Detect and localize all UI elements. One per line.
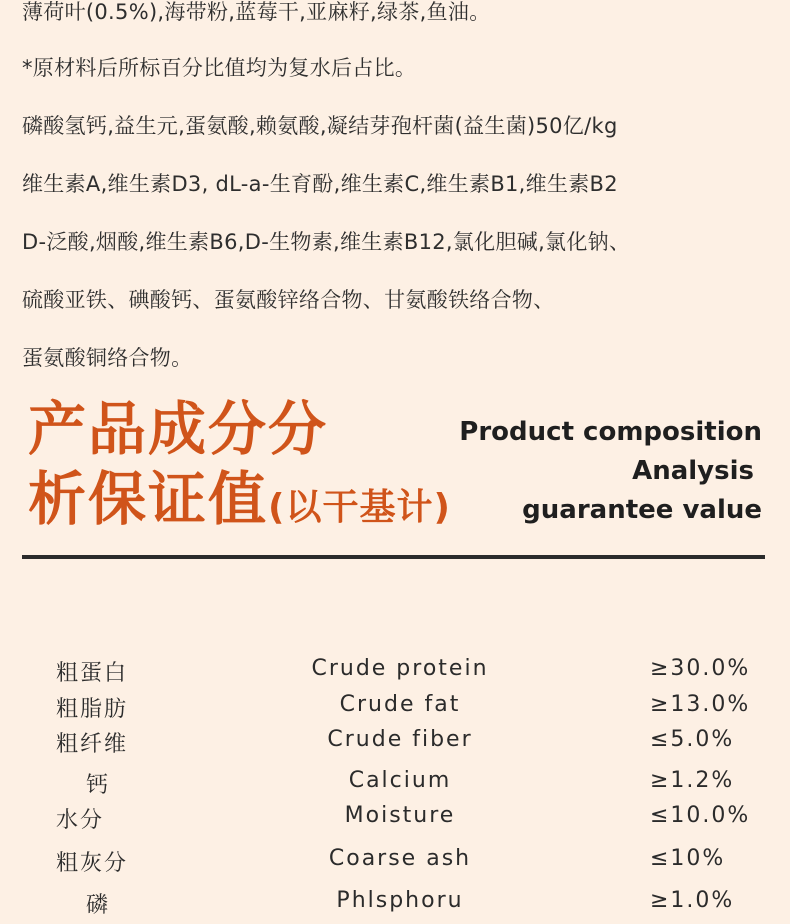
table-row (0, 768, 790, 804)
ingredient-line: 硫酸亚铁、碘酸钙、蛋氨酸锌络合物、甘氨酸铁络合物、 (22, 288, 555, 312)
section-title-en-line3: guarantee value (522, 495, 762, 525)
nutrient-name-en: Moisture (344, 803, 456, 828)
ingredient-note: *原材料后所标百分比值均为复水后占比。 (22, 56, 417, 80)
ingredient-line: 蛋氨酸铜络合物。 (22, 346, 193, 370)
table-row (0, 888, 790, 924)
section-title-cn-line1: 产品成分分 (28, 395, 329, 463)
nutrient-value: ≥1.0% (650, 888, 735, 913)
nutrient-value: ≤10.0% (650, 803, 751, 828)
table-row (0, 656, 790, 692)
section-title-cn-sub: (以干基计) (268, 487, 451, 528)
nutrient-value: ≥30.0% (650, 656, 751, 681)
nutrient-name-cn: 粗纤维 (56, 732, 129, 757)
nutrient-name-en: Phlsphoru (336, 888, 464, 913)
nutrient-name-cn: 磷 (86, 893, 111, 918)
nutrient-name-cn: 钙 (86, 773, 111, 798)
nutrient-name-en: Coarse ash (328, 846, 472, 871)
nutrient-name-cn: 水分 (56, 808, 105, 833)
section-title-cn-line2 (28, 466, 451, 541)
table-row (0, 803, 790, 839)
nutrient-value: ≥13.0% (650, 692, 751, 717)
table-row (0, 692, 790, 728)
section-title-cn-main: 析保证值 (28, 465, 269, 533)
nutrient-name-en: Crude fiber (327, 727, 473, 752)
nutrient-name-cn: 粗蛋白 (56, 661, 129, 686)
nutrient-name-en: Crude fat (339, 692, 461, 717)
ingredient-line: 薄荷叶(0.5%),海带粉,蓝莓干,亚麻籽,绿茶,鱼油。 (22, 0, 491, 24)
section-divider (22, 555, 765, 559)
nutrient-name-en: Crude protein (311, 656, 489, 681)
nutrient-value: ≥1.2% (650, 768, 735, 793)
ingredient-line: 磷酸氢钙,益生元,蛋氨酸,赖氨酸,凝结芽孢杆菌(益生菌)50亿/kg (22, 114, 618, 138)
section-title-en-line1: Product composition (459, 417, 762, 447)
ingredient-line: 维生素A,维生素D3, dL-a-生育酚,维生素C,维生素B1,维生素B2 (22, 172, 618, 196)
section-title-en-line2: Analysis (632, 456, 754, 486)
nutrient-value: ≤5.0% (650, 727, 735, 752)
table-row (0, 846, 790, 882)
ingredient-line: D-泛酸,烟酸,维生素B6,D-生物素,维生素B12,氯化胆碱,氯化钠、 (22, 230, 631, 254)
nutrient-name-en: Calcium (348, 768, 452, 793)
nutrient-name-cn: 粗灰分 (56, 851, 129, 876)
nutrient-value: ≤10% (650, 846, 726, 871)
nutrient-name-cn: 粗脂肪 (56, 697, 129, 722)
table-row (0, 727, 790, 763)
